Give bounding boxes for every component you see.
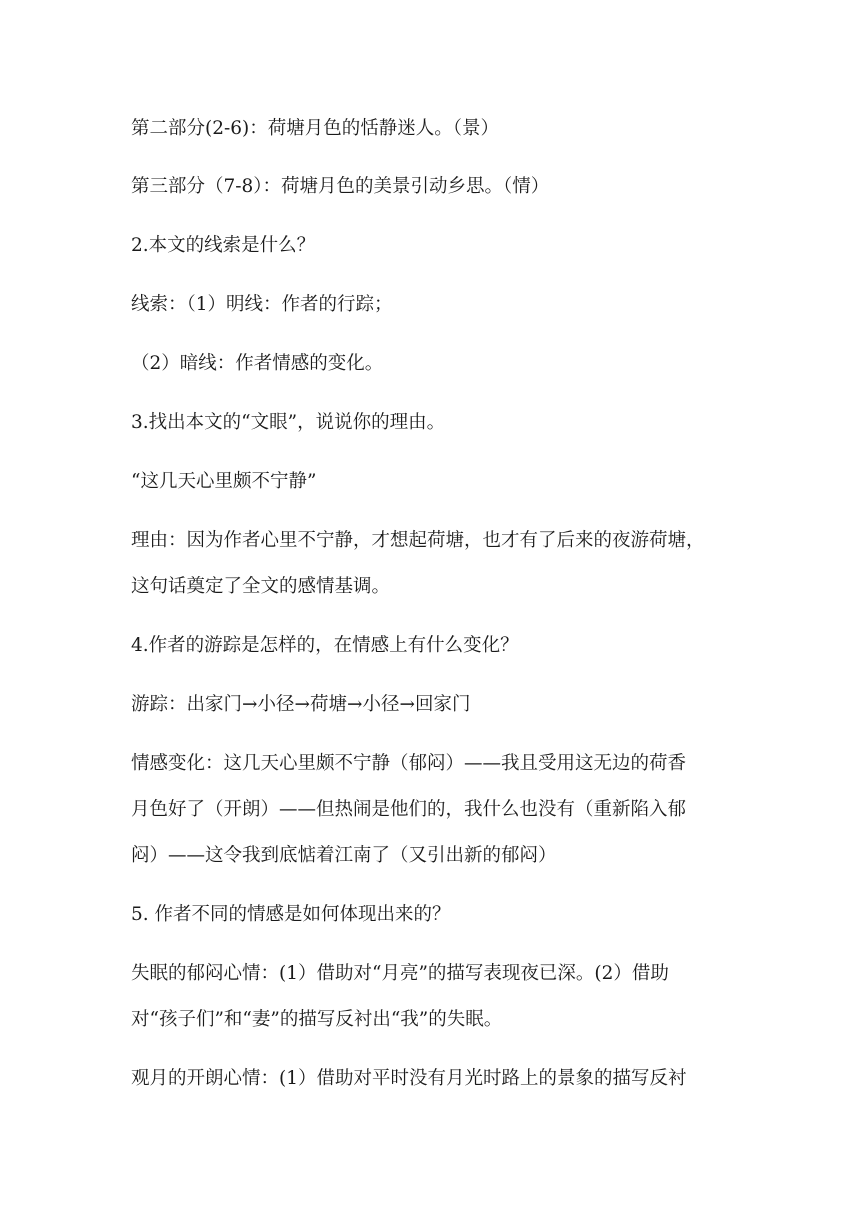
text-line: 这句话奠定了全文的感情基调。 [131, 576, 391, 597]
text-line: 游踪：出家门→小径→荷塘→小径→回家门 [131, 694, 471, 715]
text-line: 失眠的郁闷心情：(1）借助对“月亮”的描写表现夜已深。(2）借助 [131, 963, 669, 984]
text-line: （2）暗线：作者情感的变化。 [131, 353, 384, 374]
text-line: 线索：（1）明线：作者的行踪； [131, 294, 393, 315]
text-line: 第二部分(2-6)：荷塘月色的恬静迷人。（景） [131, 118, 499, 139]
text-line: 2.本文的线索是什么？ [131, 235, 316, 256]
text-line: 第三部分（7-8）：荷塘月色的美景引动乡思。（情） [131, 176, 550, 197]
text-line: 理由：因为作者心里不宁静，才想起荷塘，也才有了后来的夜游荷塘， [131, 530, 705, 551]
text-line: 对“孩子们”和“妻”的描写反衬出“我”的失眠。 [131, 1009, 503, 1030]
text-line: 观月的开朗心情：(1）借助对平时没有月光时路上的景象的描写反衬 [131, 1068, 687, 1089]
text-line: 3.找出本文的“文眼”，说说你的理由。 [131, 412, 446, 433]
text-line: 5. 作者不同的情感是如何体现出来的？ [131, 904, 451, 925]
text-line: 情感变化：这几天心里颇不宁静（郁闷）——我且受用这无边的荷香 [131, 753, 687, 774]
text-line: 闷）——这令我到底惦着江南了（又引出新的郁闷） [131, 845, 557, 866]
text-line: 4.作者的游踪是怎样的，在情感上有什么变化？ [131, 635, 519, 656]
text-line: 月色好了（开朗）——但热闹是他们的，我什么也没有（重新陷入郁 [131, 799, 687, 820]
text-line: “这几天心里颇不宁静” [131, 471, 317, 492]
